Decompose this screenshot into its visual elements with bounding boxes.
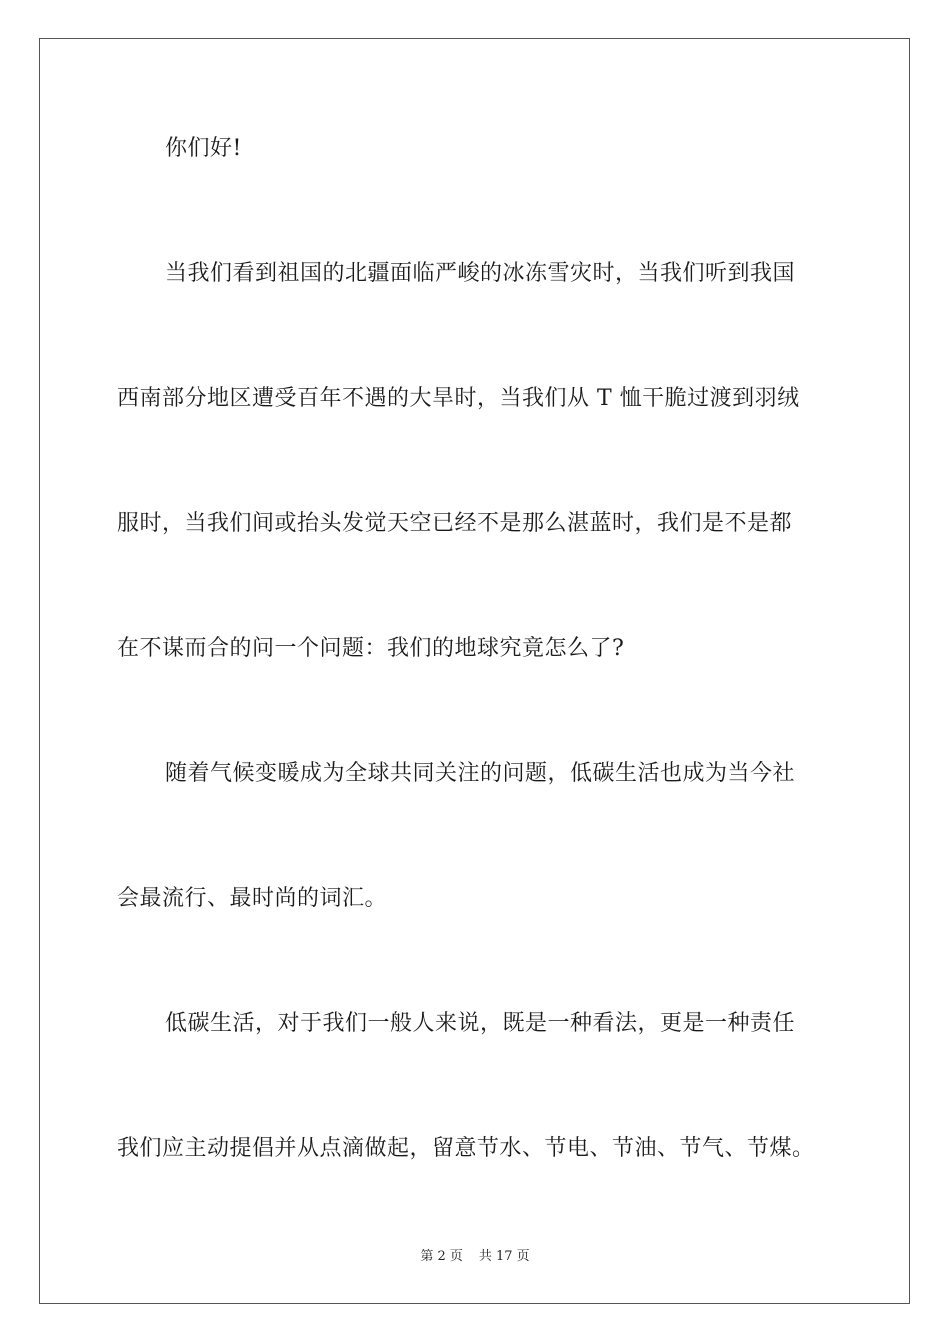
paragraph-line: 西南部分地区遭受百年不遇的大旱时，当我们从 T 恤干脆过渡到羽绒 (117, 386, 800, 411)
page-border (39, 38, 910, 1304)
page-number: 第 2 页 (420, 1249, 463, 1264)
paragraph-line: 在不谋而合的问一个问题：我们的地球究竟怎么了? (117, 636, 625, 661)
paragraph-line: 当我们看到祖国的北疆面临严峻的冰冻雪灾时，当我们听到我国 (165, 261, 796, 286)
paragraph-line: 服时，当我们间或抬头发觉天空已经不是那么湛蓝时，我们是不是都 (117, 511, 793, 536)
paragraph-line: 随着气候变暖成为全球共同关注的问题，低碳生活也成为当今社 (165, 761, 796, 786)
page-footer (0, 1248, 950, 1266)
paragraph-line: 会最流行、最时尚的词汇。 (117, 886, 388, 911)
page-total: 共 17 页 (478, 1249, 530, 1264)
greeting-line: 你们好! (165, 136, 242, 161)
paragraph-line: 我们应主动提倡并从点滴做起，留意节水、节电、节油、节气、节煤。 (117, 1136, 815, 1161)
paragraph-line: 低碳生活，对于我们一般人来说，既是一种看法，更是一种责任 (165, 1011, 796, 1036)
